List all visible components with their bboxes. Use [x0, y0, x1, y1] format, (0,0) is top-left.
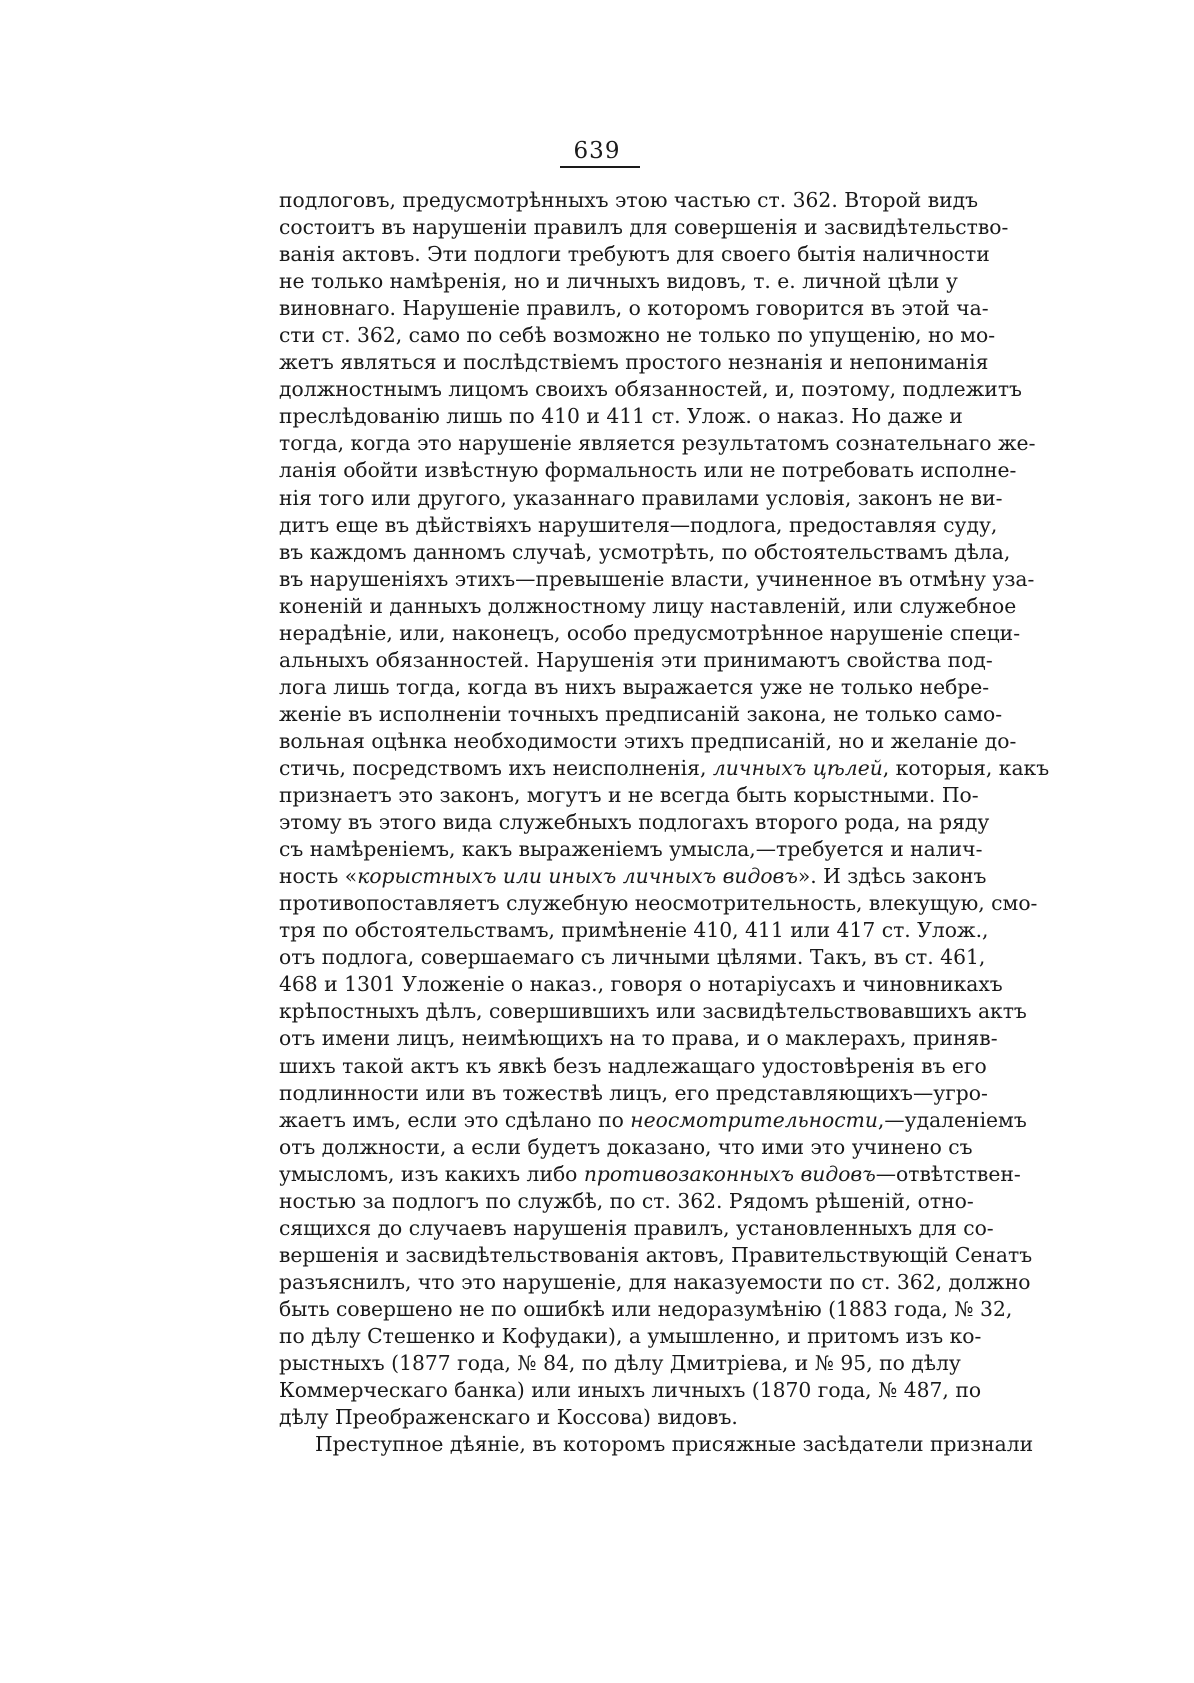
- text-line: лога лишь тогда, когда въ нихъ выражается уже не только небре-: [279, 674, 990, 699]
- page-number-rule: [560, 166, 640, 168]
- text-line: признаетъ это законъ, могутъ и не всегда быть корыстными. По-: [279, 783, 979, 808]
- text-run: ,—удаленіемъ: [877, 1107, 1027, 1132]
- text-line: сти ст. 362, само по себѣ возможно не только по упущенію, но мо-: [279, 323, 996, 348]
- text-line: жетъ являться и послѣдствіемъ простого незнанія и непониманія: [279, 350, 989, 375]
- text-line: отъ подлога, совершаемаго съ личными цѣлями. Такъ, въ ст. 461,: [279, 945, 986, 970]
- text-line: сящихся до случаевъ нарушенія правилъ, установленныхъ для со-: [279, 1215, 994, 1240]
- text-line: преслѣдованію лишь по 410 и 411 ст. Улож. о наказ. Но даже и: [279, 404, 963, 429]
- paragraph-start-line: Преступное дѣяніе, въ которомъ присяжные засѣдатели признали: [315, 1432, 1034, 1457]
- text-line: женіе въ исполненіи точныхъ предписаній закона, не только само-: [279, 701, 1003, 726]
- text-line: 468 и 1301 Уложеніе о наказ., говоря о нотаріусахъ и чиновникахъ: [279, 972, 1003, 997]
- text-line: [279, 863, 987, 890]
- text-run: стичь, посредствомъ ихъ неисполненія,: [279, 755, 713, 780]
- text-line: состоитъ въ нарушеніи правилъ для совершенія и засвидѣтельство-: [279, 215, 1009, 240]
- text-run: , которыя, какъ: [882, 755, 1050, 780]
- emphasis-text: личныхъ цѣлей: [712, 755, 883, 780]
- text-line: тогда, когда это нарушеніе является результатомъ сознательнаго же-: [279, 431, 1036, 456]
- text-line: [279, 1107, 1027, 1134]
- text-line: подлинности или въ тожествѣ лицъ, его представляющихъ—угро-: [279, 1080, 988, 1105]
- text-run: ность «: [279, 864, 358, 889]
- text-line: отъ имени лицъ, неимѣющихъ на то права, и о маклерахъ, приняв-: [279, 1026, 998, 1051]
- text-line: ностью за подлогъ по службѣ, по ст. 362. Рядомъ рѣшеній, отно-: [279, 1188, 974, 1213]
- text-line: вольная оцѣнка необходимости этихъ предписаній, но и желаніе до-: [279, 728, 1017, 753]
- emphasis-text: корыстныхъ или иныхъ личныхъ видовъ: [357, 864, 798, 889]
- text-line: этому въ этого вида служебныхъ подлогахъ второго рода, на ряду: [279, 810, 990, 835]
- text-line: ванія актовъ. Эти подлоги требуютъ для своего бытія наличности: [279, 242, 990, 267]
- text-line: [279, 1161, 1021, 1188]
- body-text: [279, 187, 1050, 1458]
- text-line: въ каждомъ данномъ случаѣ, усмотрѣть, по обстоятельствамъ дѣла,: [279, 539, 1011, 564]
- text-line: [279, 755, 1050, 782]
- text-line: подлоговъ, предусмотрѣнныхъ этою частью ст. 362. Второй видъ: [279, 188, 979, 212]
- text-line: съ намѣреніемъ, какъ выраженіемъ умысла,—требуется и налич-: [279, 837, 983, 862]
- text-line: виновнаго. Нарушеніе правилъ, о которомъ говорится въ этой ча-: [279, 296, 989, 321]
- text-line: противопоставляетъ служебную неосмотрительность, влекущую, смо-: [279, 891, 1038, 916]
- text-line: нерадѣніе, или, наконецъ, особо предусмотрѣнное нарушеніе специ-: [279, 620, 1021, 645]
- text-run: умысломъ, изъ какихъ либо: [279, 1161, 584, 1186]
- emphasis-text: неосмотрительности: [630, 1107, 878, 1132]
- text-line: Коммерческаго банка) или иныхъ личныхъ (1870 года, № 487, по: [279, 1378, 982, 1403]
- text-line: рыстныхъ (1877 года, № 84, по дѣлу Дмитріева, и № 95, по дѣлу: [279, 1351, 961, 1376]
- text-run: жаетъ имъ, если это сдѣлано по: [279, 1107, 631, 1132]
- page-number: 639: [573, 138, 621, 164]
- text-line: шихъ такой актъ къ явкѣ безъ надлежащаго удостовѣренія въ его: [279, 1053, 987, 1078]
- text-line: ланія обойти извѣстную формальность или не потребовать исполне-: [279, 458, 1017, 483]
- text-run: —отвѣтствен-: [875, 1161, 1021, 1186]
- text-line: тря по обстоятельствамъ, примѣненіе 410, 411 или 417 ст. Улож.,: [279, 918, 989, 943]
- text-run: ». И здѣсь законъ: [797, 864, 987, 889]
- text-line: разъяснилъ, что это нарушеніе, для наказуемости по ст. 362, должно: [279, 1269, 1031, 1294]
- text-line: должностнымъ лицомъ своихъ обязанностей, и, поэтому, подлежитъ: [279, 377, 1022, 402]
- text-line: отъ должности, а если будетъ доказано, что ими это учинено съ: [279, 1134, 973, 1159]
- emphasis-text: противозаконныхъ видовъ: [583, 1161, 876, 1186]
- text-line: альныхъ обязанностей. Нарушенія эти принимаютъ свойства под-: [279, 647, 993, 672]
- text-line: въ нарушеніяхъ этихъ—превышеніе власти, учиненное въ отмѣну уза-: [279, 566, 1035, 591]
- text-line: крѣпостныхъ дѣлъ, совершившихъ или засвидѣтельствовавшихъ актъ: [279, 999, 1027, 1024]
- text-line: коненій и данныхъ должностному лицу наставленій, или служебное: [279, 593, 1017, 618]
- text-line: нія того или другого, указаннаго правилами условія, законъ не ви-: [279, 485, 1003, 510]
- text-line: по дѣлу Стешенко и Кофудаки), а умышленно, и притомъ изъ ко-: [279, 1323, 982, 1348]
- text-line: вершенія и засвидѣтельствованія актовъ, Правительствующій Сенатъ: [279, 1242, 1033, 1267]
- text-line: не только намѣренія, но и личныхъ видовъ, т. е. личной цѣли у: [279, 269, 958, 294]
- text-line: дитъ еще въ дѣйствіяхъ нарушителя—подлога, предоставляя суду,: [279, 512, 998, 537]
- text-line: быть совершено не по ошибкѣ или недоразумѣнію (1883 года, № 32,: [279, 1296, 1013, 1321]
- text-line: дѣлу Преображенскаго и Коссова) видовъ.: [279, 1405, 738, 1430]
